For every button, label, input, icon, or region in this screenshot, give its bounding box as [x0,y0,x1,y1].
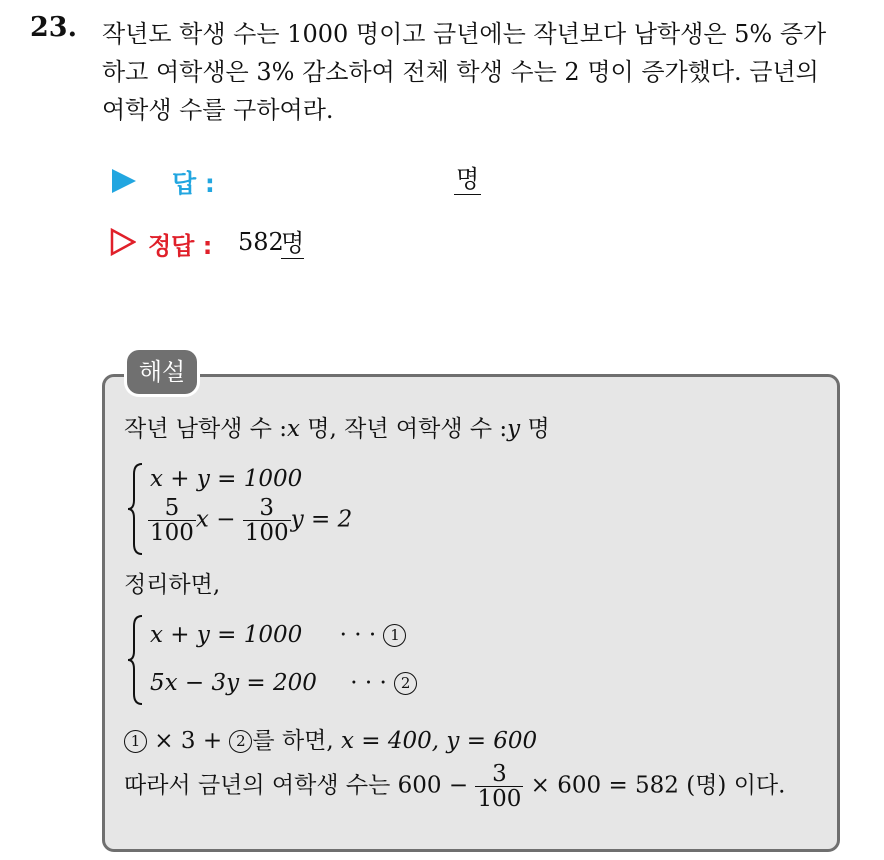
solution-tag: 해설 [127,350,197,394]
dots-1: · · · [339,622,377,648]
combine-line [124,722,537,755]
final-pre: 따라서 금년의 여학생 수는 600 − [124,772,476,799]
fraction-denominator: 100 [244,520,289,547]
question-line-1: 작년도 학생 수는 1000 명이고 금년에는 작년보다 남학생은 5% 증가 [102,20,827,48]
left-brace-icon [126,614,146,706]
var-x-text: 작년 남학생 수 : [124,416,287,442]
system2-eq2-expr: 5x − 3y = 200 [150,670,317,696]
correct-answer-row [110,226,610,260]
system2-eq2 [150,670,417,696]
final-line [124,762,785,811]
var-y: y [507,416,521,442]
var-y-text: 명, 작년 여학생 수 : [299,416,508,442]
final-post: × 600 = 582 (명) 이다. [523,772,786,799]
system1-eq2 [148,496,352,545]
play-triangle-icon [112,169,136,193]
fraction-3-100 [243,496,291,545]
organize-text: 정리하면, [124,572,221,598]
answer-label: 답 : [172,169,215,198]
correct-answer-label: 정답 : [148,232,213,260]
answer-row [110,164,610,198]
fraction-denominator: 100 [150,520,194,547]
question-number: 23. [30,12,77,43]
question-line-2: 하고 여학생은 3% 감소하여 전체 학생 수는 2 명이 증가했다. 금년의 [102,58,819,86]
combine-result: x = 400, y = 600 [341,728,538,754]
circled-number-1: 1 [383,624,406,647]
circled-number-2: 2 [229,730,252,753]
fraction-5-100 [148,496,196,545]
combine-text: 를 하면, [252,728,342,754]
circled-number-2: 2 [394,672,417,695]
outline-triangle-icon [110,228,136,256]
system1-mid: x − [195,506,243,533]
correct-answer-unit: 명 [281,229,305,257]
correct-answer-value: 582 [238,228,284,256]
system1-end: y = 2 [290,506,353,533]
fraction-numerator: 3 [243,496,291,521]
circled-number-1: 1 [124,730,147,753]
fraction-numerator: 3 [475,762,523,787]
var-unit: 명 [520,416,550,442]
answer-unit: 명 [456,165,480,193]
var-x: x [287,416,300,442]
system2-eq1 [150,622,406,648]
system2-eq1-expr: x + y = 1000 [150,622,303,648]
solution-variables-line [124,410,550,443]
fraction-3-100 [475,762,523,811]
left-brace-icon [126,462,146,556]
combine-op: × 3 + [147,728,230,754]
fraction-numerator: 5 [148,496,196,521]
fraction-denominator: 100 [477,786,522,813]
system1-eq1: x + y = 1000 [150,466,303,492]
dots-2: · · · [350,670,387,696]
question-line-3: 여학생 수를 구하여라. [102,96,334,124]
